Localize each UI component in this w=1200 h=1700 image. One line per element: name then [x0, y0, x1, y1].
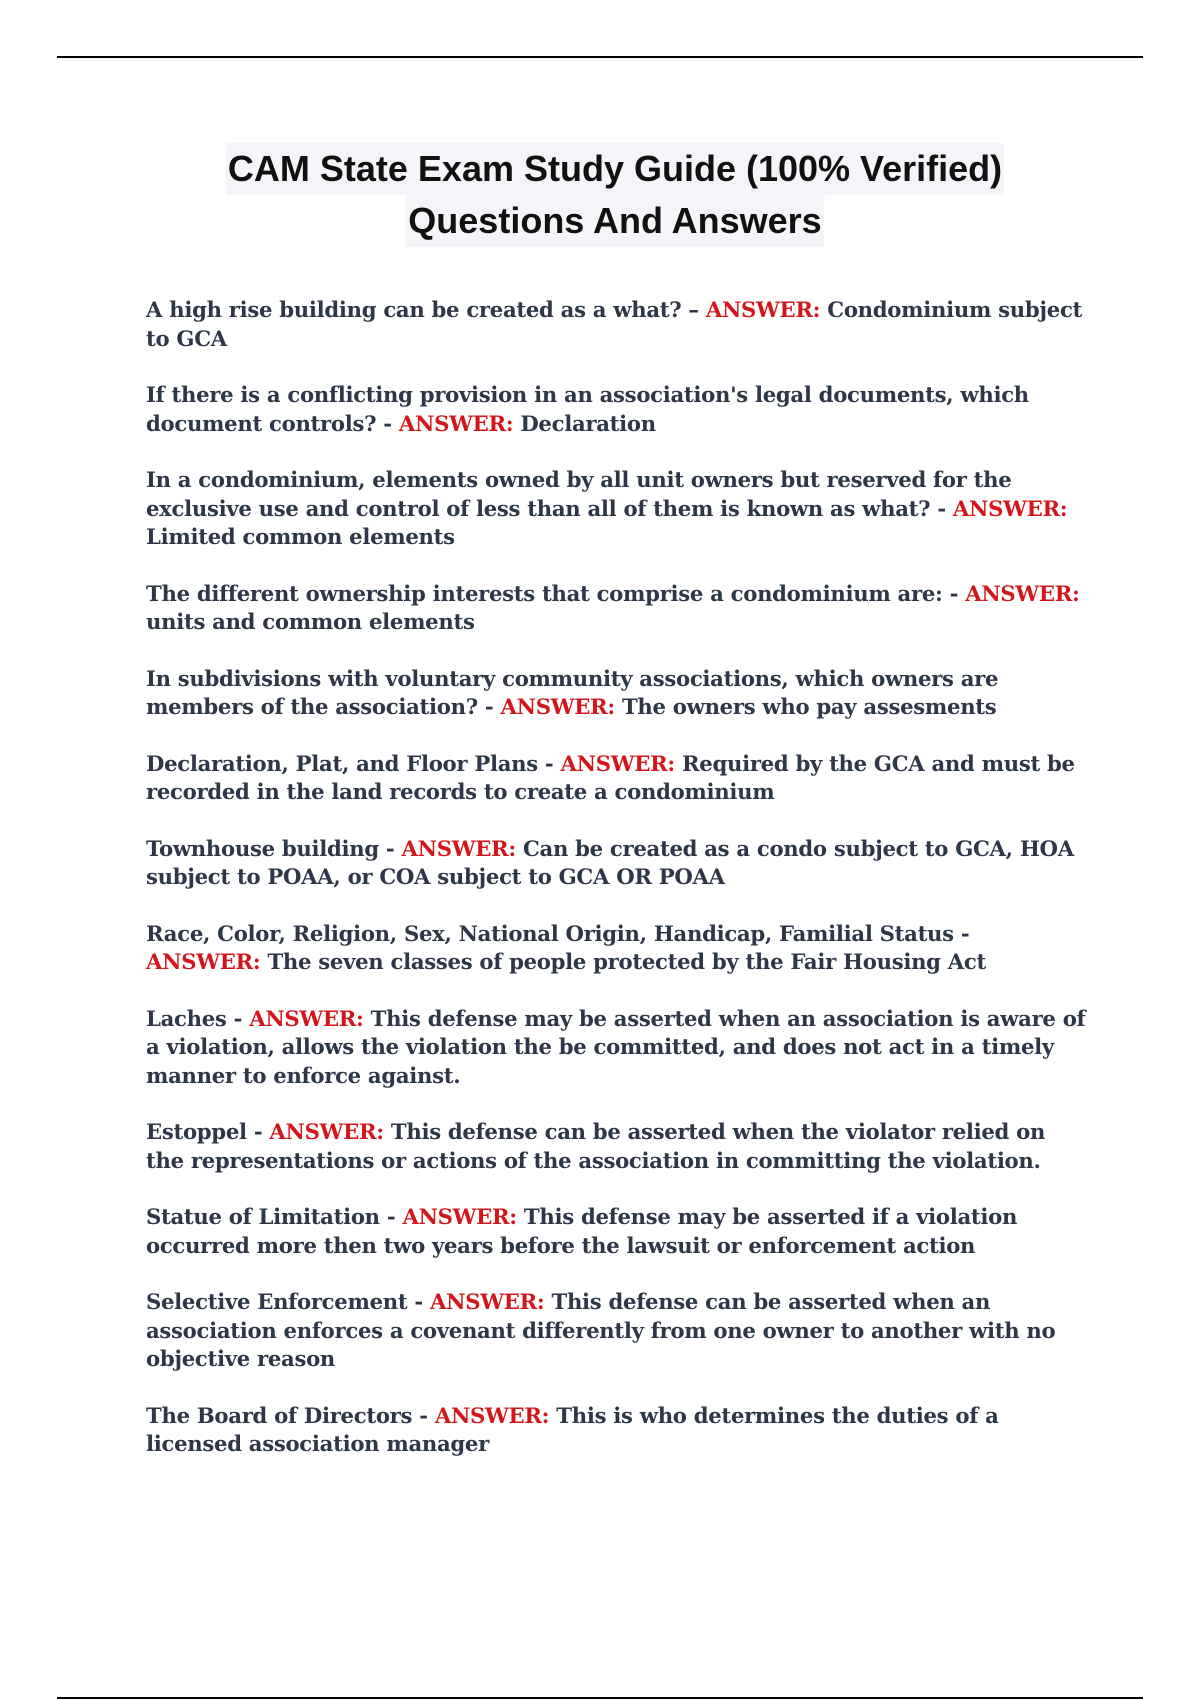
question-text: Statue of Limitation [146, 1204, 380, 1229]
qa-item [146, 665, 1086, 722]
answer-text: This is who determines the duties of a licensed association manager [146, 1402, 999, 1456]
qa-item [146, 835, 1086, 892]
qa-item [146, 381, 1086, 438]
question-separator: - [407, 1289, 431, 1314]
answer-text: Required by the GCA and must be recorded in the land records to create a condominium [146, 750, 1075, 804]
answer-label: ANSWER: [146, 949, 261, 974]
answer-label: ANSWER: [952, 495, 1068, 521]
answer-text: units and common elements [146, 609, 475, 634]
question-text: Laches [146, 1005, 227, 1031]
question-separator: - [226, 1005, 250, 1031]
title-line-1: CAM State Exam Study Guide (100% Verified) [226, 143, 1004, 195]
qa-item [146, 296, 1086, 353]
qa-item [146, 1005, 1086, 1091]
answer-label: ANSWER: [398, 410, 514, 436]
answer-text: Can be created as a condo subject to GCA, HOA subject to POAA, or COA subject to GCA OR POAA [146, 835, 1074, 889]
qa-item [146, 1118, 1086, 1175]
answer-text: The seven classes of people protected by the Fair Housing Act [260, 949, 987, 974]
answer-label: ANSWER: [269, 1119, 384, 1144]
question-separator: - [412, 1402, 435, 1428]
answer-label: ANSWER: [560, 750, 675, 776]
answer-label: ANSWER: [500, 694, 615, 719]
question-separator: - [246, 1119, 270, 1144]
qa-item [146, 1402, 1086, 1459]
answer-label: ANSWER: [430, 1289, 545, 1314]
question-text: If there is a conflicting provision in an association's legal documents, which document controls? [146, 382, 1029, 436]
qa-item [146, 1288, 1086, 1374]
question-separator: - [379, 1204, 403, 1229]
answer-label: ANSWER: [402, 1204, 517, 1229]
answer-text: Limited common elements [146, 524, 455, 549]
answer-label: ANSWER: [401, 835, 516, 861]
title-line-2: Questions And Answers [406, 195, 823, 247]
qa-item [146, 580, 1086, 637]
question-text: In a condominium, elements owned by all unit owners but reserved for the exclusive use and control of less than all of them is known as what? [146, 467, 1012, 521]
question-text: Townhouse building [146, 835, 379, 861]
qa-item [146, 750, 1086, 807]
question-text: The Board of Directors [146, 1402, 413, 1428]
question-text: Declaration, Plat, and Floor Plans [146, 750, 538, 776]
question-separator: - [953, 920, 970, 946]
qa-item [146, 920, 1086, 977]
answer-text: Declaration [513, 410, 656, 436]
qa-item [146, 466, 1086, 552]
question-separator: - [477, 694, 501, 719]
question-separator: - [378, 835, 402, 861]
qa-list [146, 296, 1086, 1459]
question-separator: - [942, 580, 966, 606]
answer-label: ANSWER: [965, 580, 1080, 606]
answer-label: ANSWER: [249, 1005, 364, 1031]
question-text: A high rise building can be created as a what? [146, 297, 682, 322]
answer-text: This defense can be asserted when the violator relied on the representations or actions of the association in committing the violation. [146, 1119, 1046, 1173]
question-text: Selective Enforcement [146, 1289, 408, 1314]
question-separator: – [681, 297, 706, 322]
question-text: Estoppel [146, 1119, 247, 1144]
question-text: The different ownership interests that comprise a condominium are: [146, 580, 943, 606]
question-separator: - [376, 410, 399, 436]
answer-text: This defense can be asserted when an association enforces a covenant differently from one owner to another with no objective reason [146, 1289, 1056, 1371]
question-separator: - [930, 495, 953, 521]
footer-rule [57, 1697, 1143, 1699]
question-separator: - [537, 750, 561, 776]
answer-text: Condominium subject to GCA [146, 297, 1083, 351]
document-title [0, 143, 1200, 247]
answer-text: This defense may be asserted if a violation occurred more then two years before the lawsuit or enforcement action [146, 1204, 1018, 1258]
header-rule [57, 56, 1143, 58]
answer-label: ANSWER: [705, 297, 821, 322]
question-text: Race, Color, Religion, Sex, National Origin, Handicap, Familial Status [146, 920, 954, 946]
answer-label: ANSWER: [434, 1402, 550, 1428]
answer-text: This defense may be asserted when an association is aware of a violation, allows the violation the be committed, and does not act in a timely manner to enforce against. [146, 1005, 1086, 1088]
question-text: In subdivisions with voluntary community associations, which owners are members of the association? [146, 665, 999, 719]
qa-item [146, 1203, 1086, 1260]
answer-text: The owners who pay assesments [614, 694, 997, 719]
